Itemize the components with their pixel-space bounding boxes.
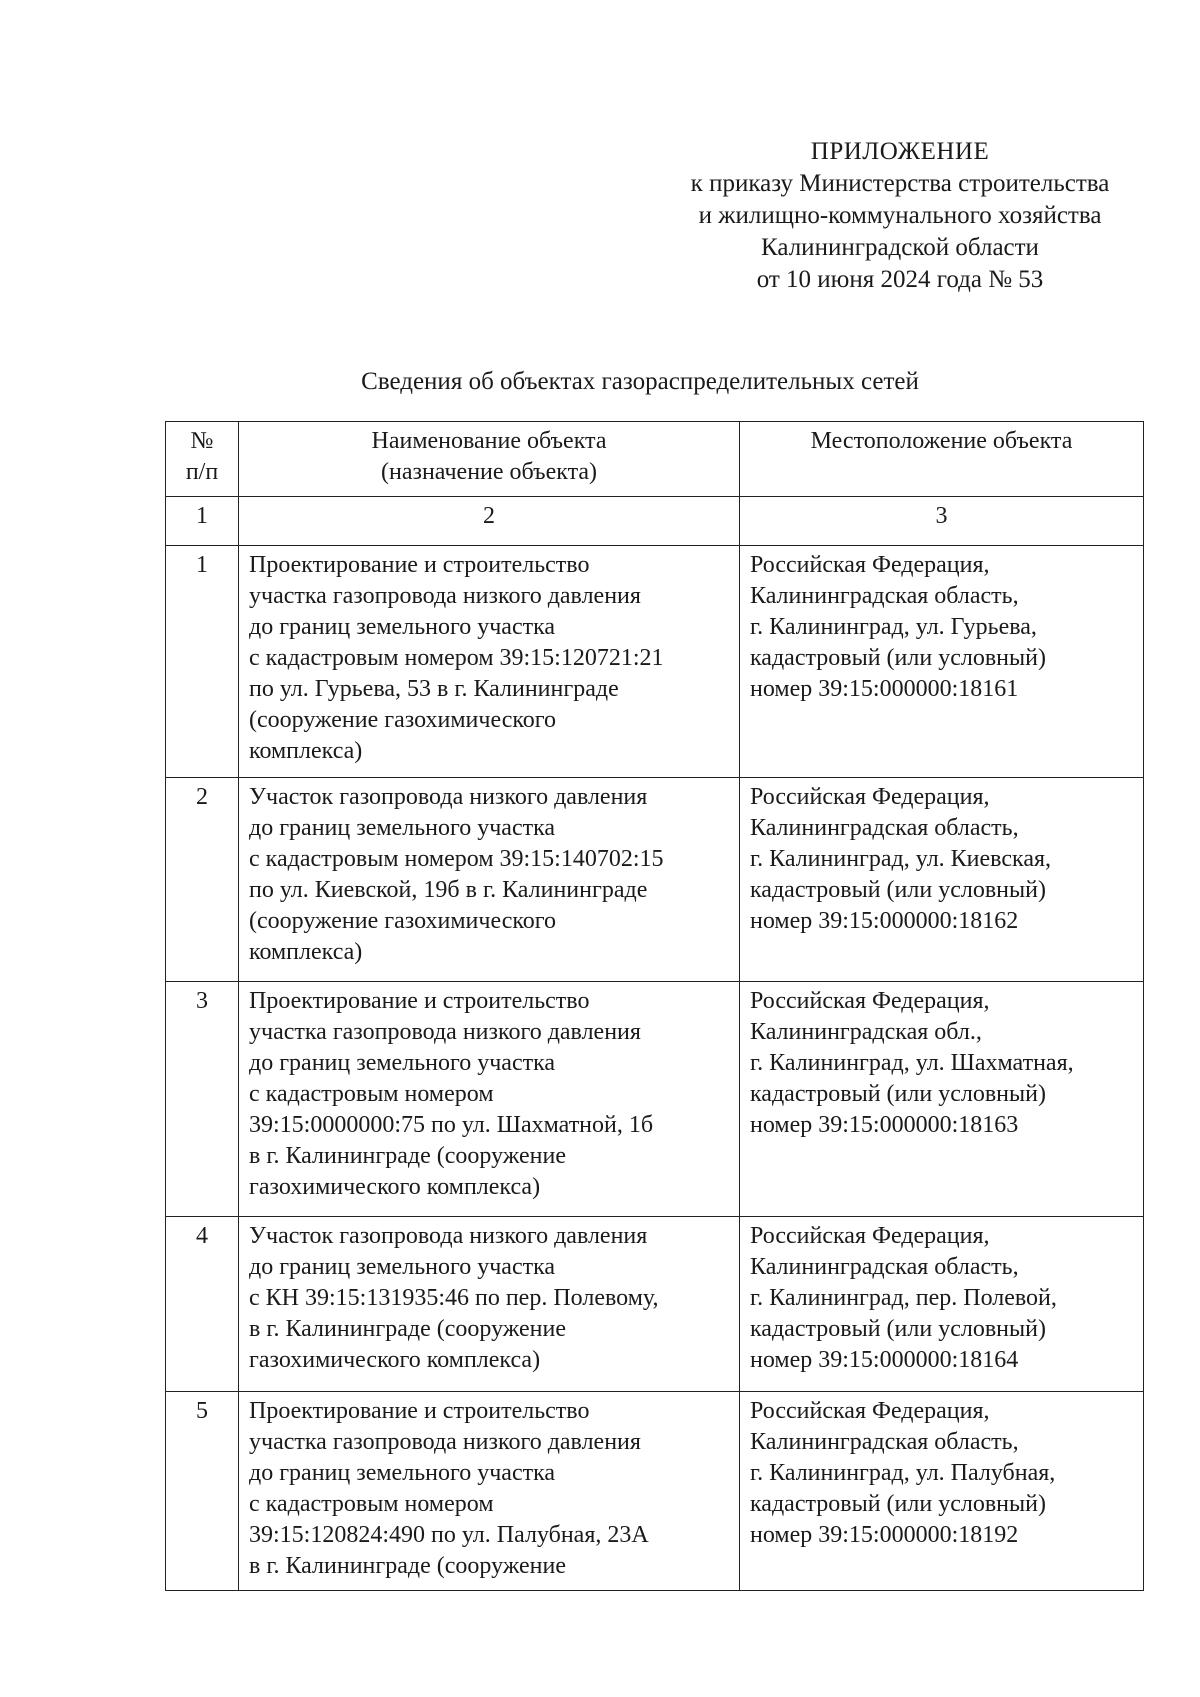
row-number: 5 [166, 1392, 239, 1591]
objects-table [165, 421, 1144, 1591]
row-number: 1 [166, 546, 239, 778]
appendix-order-date: от 10 июня 2024 года № 53 [756, 266, 1044, 293]
object-name-cell: Проектирование и строительство участка газопровода низкого давления до границ земельного участка с кадастровым номером 39:15:120721:21 по ул. Гурьева, 53 в г. Калининграде (сооружение газохимического комплекса) [239, 546, 740, 778]
table-row [166, 778, 1144, 982]
object-name-cell: Проектирование и строительство участка газопровода низкого давления до границ земельного участка с кадастровым номером 39:15:120824:490 по ул. Палубная, 23А в г. Калининграде (сооружение [239, 1392, 740, 1591]
row-number: 3 [166, 982, 239, 1217]
header-object-name: Наименование объекта (назначение объекта) [239, 422, 740, 497]
table-row [166, 982, 1144, 1217]
table-row [166, 1392, 1144, 1591]
object-name-cell: Участок газопровода низкого давления до границ земельного участка с КН 39:15:131935:46 по пер. Полевому, в г. Калининграде (сооружение газохимического комплекса) [239, 1217, 740, 1392]
table-row [166, 546, 1144, 778]
appendix-line: Калининградской области [761, 234, 1039, 261]
object-name-cell: Участок газопровода низкого давления до границ земельного участка с кадастровым номером 39:15:140702:15 по ул. Киевской, 19б в г. Калининграде (сооружение газохимического комплекса) [239, 778, 740, 982]
object-location-cell: Российская Федерация, Калининградская область, г. Калининград, ул. Киевская, кадастровый (или условный) номер 39:15:000000:18162 [740, 778, 1144, 982]
object-location-cell: Российская Федерация, Калининградская обл., г. Калининград, ул. Шахматная, кадастровый (или условный) номер 39:15:000000:18163 [740, 982, 1144, 1217]
header-object-location: Местоположение объекта [740, 422, 1144, 497]
appendix-line: и жилищно-коммунального хозяйства [698, 202, 1102, 229]
column-number: 1 [166, 497, 239, 546]
table-header-row [166, 422, 1144, 497]
header-number: № п/п [166, 422, 239, 497]
column-number: 2 [239, 497, 740, 546]
row-number: 4 [166, 1217, 239, 1392]
object-location-cell: Российская Федерация, Калининградская область, г. Калининград, ул. Палубная, кадастровый (или условный) номер 39:15:000000:18192 [740, 1392, 1144, 1591]
table-row [166, 1217, 1144, 1392]
appendix-header [640, 136, 1160, 296]
column-number: 3 [740, 497, 1144, 546]
document-title: Сведения об объектах газораспределительных сетей [361, 368, 919, 395]
object-location-cell: Российская Федерация, Калининградская область, г. Калининград, пер. Полевой, кадастровый (или условный) номер 39:15:000000:18164 [740, 1217, 1144, 1392]
appendix-line: к приказу Министерства строительства [690, 170, 1110, 197]
object-location-cell: Российская Федерация, Калининградская область, г. Калининград, ул. Гурьева, кадастровый (или условный) номер 39:15:000000:18161 [740, 546, 1144, 778]
column-number-row [166, 497, 1144, 546]
object-name-cell: Проектирование и строительство участка газопровода низкого давления до границ земельного участка с кадастровым номером 39:15:0000000:75 по ул. Шахматной, 1б в г. Калининграде (сооружение газохимического комплекса) [239, 982, 740, 1217]
appendix-title: ПРИЛОЖЕНИЕ [810, 138, 990, 165]
row-number: 2 [166, 778, 239, 982]
